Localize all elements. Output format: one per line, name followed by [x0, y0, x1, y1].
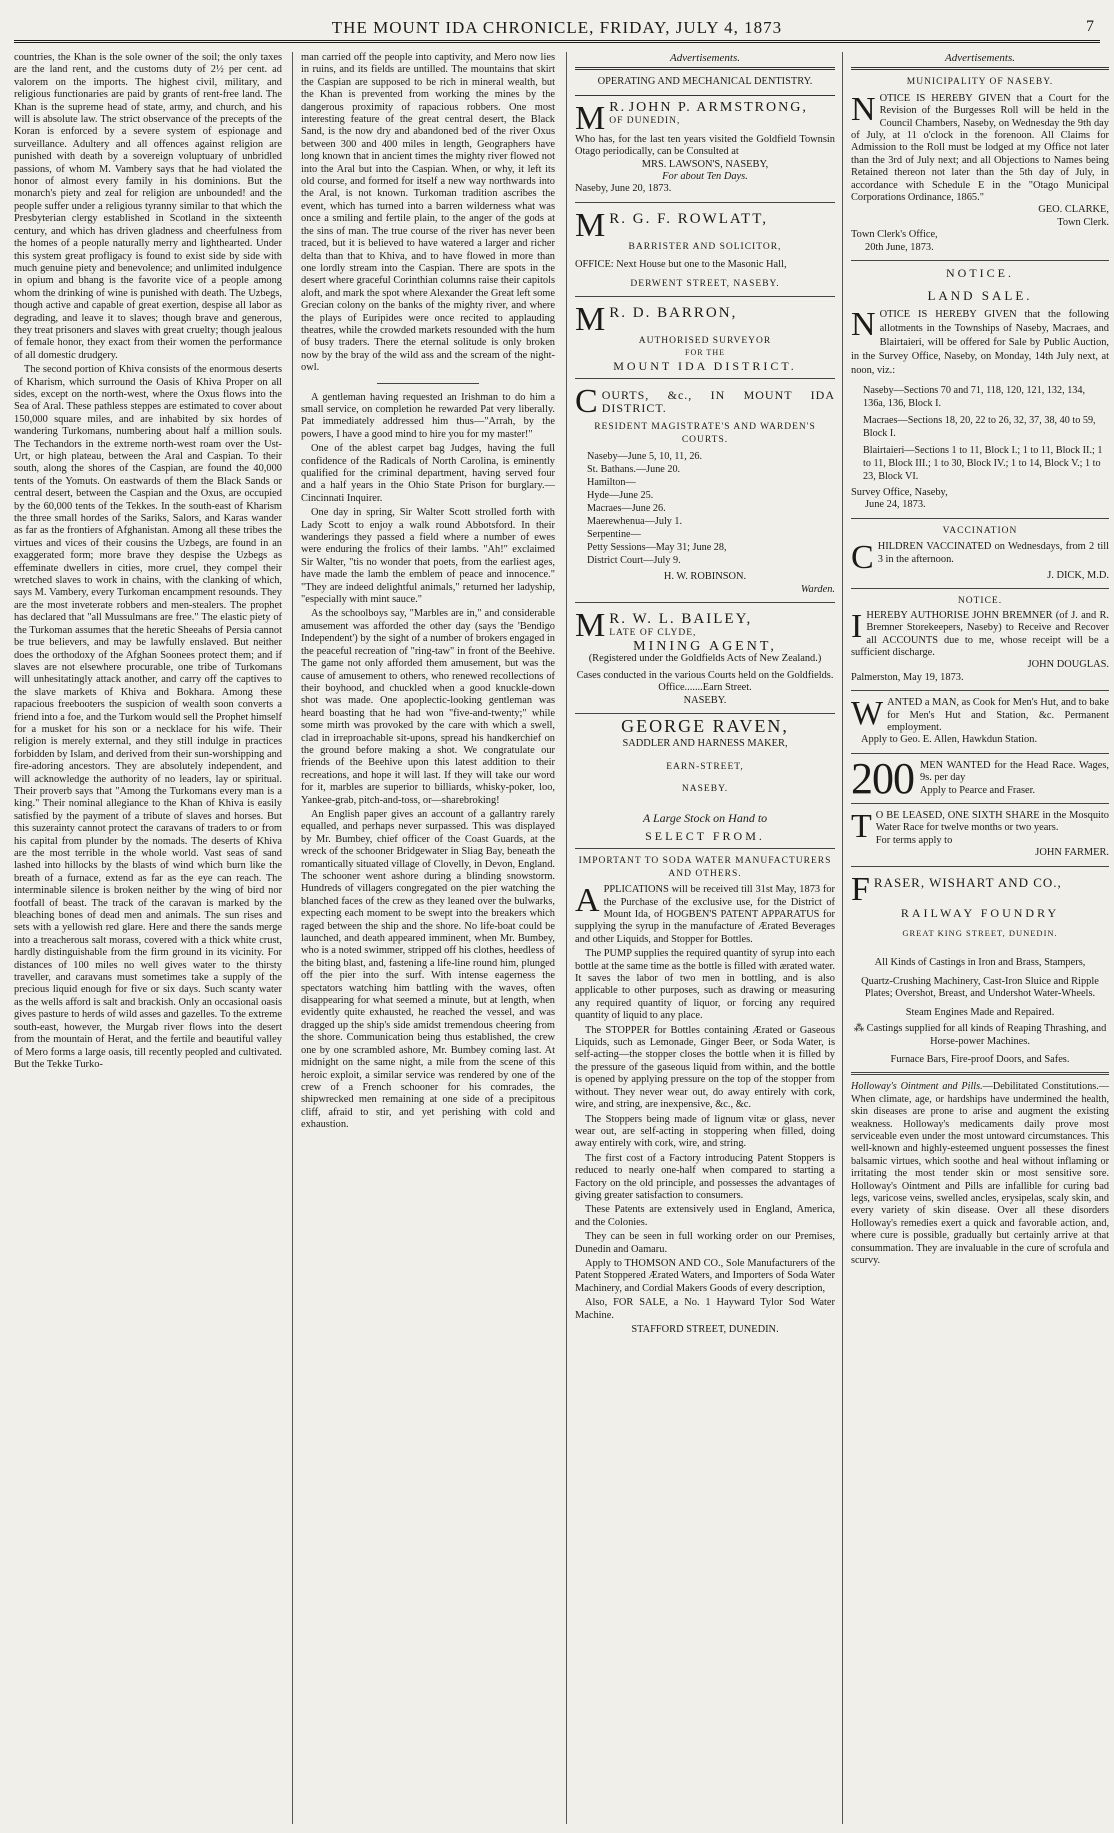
- column-3-advertisements: [566, 52, 835, 1824]
- ad-office: Office.......Earn Street.: [658, 682, 752, 694]
- ad-name: R. D. BARRON,: [609, 305, 738, 322]
- sections-list: [851, 384, 1109, 483]
- ad-line: All Kinds of Castings in Iron and Brass, Stampers,: [874, 957, 1086, 969]
- ad-address: STAFFORD STREET, DUNEDIN.: [631, 1324, 779, 1335]
- ad-signer: JOHN DOUGLAS.: [1027, 659, 1109, 671]
- ad-body: —Debilitated Constitutions.—When climate, age, or hardships have undermined the health, skin diseases are prone to arise and augment the existing weakness. Holloway's medicaments daily prove most serviceable even under the most untoward circumstances. This well-known and highly-esteemed unguent possesses the finest balsamic virtues, which soothe and heal without inflaming or irritating the most tender skin or most sensitive sore. Holloway's Ointment and Pills are infallible for curing bad legs, varicose veins, swelled ancles, erysipelas, scaly skin, and every variety of skin disease. Over all these disorders Holloway's remedies exert a quick and favorable action, and, where cure is possible, gradually but certainly arrive at that consummation. They are invaluable in the cure of scrofula and scurvy.: [851, 1081, 1109, 1266]
- ad-apply: Apply to Geo. E. Allen, Hawkdun Station.: [861, 734, 1038, 746]
- article-paragraph: A gentleman having requested an Irishman to do him a small service, on completion he rewarded Pat very liberally. Pat immediately addressed him thus—"Arrah, by the powers, I have a good mind to hire you for my master!": [301, 391, 555, 440]
- ad-railway-foundry: [851, 873, 1109, 1067]
- list-item: Blairtaieri—Sections 1 to 11, Block I.; 1 to 11, Block II.; 1 to 11, Block III.; 1 to 30, Block IV.; 1 to 14, Block V.; 1 to 23, Block VI.: [863, 444, 1103, 482]
- divider: [575, 602, 835, 603]
- article-paragraph: man carried off the people into captivity, and Mero now lies in ruins, and its fields are untilled. The mountains that skirt the Caspian are supposed to be rich in mineral wealth, but the Khan is prevented from working the mines by the dangerous proximity of rapacious robbers. One most interesting feature of the great central desert, the Black Sand, is the now dry and abandoned bed of the river Oxus between 300 and 400 miles in length, Geographers have long known that in ancient times the mighty river flowed not into the Aral but into the Caspian. When, or why, it left its old course, and formed for itself a new way northwards into the Aral, is not known. Turkoman tradition ascribes the event, which has turned into a barren wilderness what was once a smiling and fertile plain, to the anger of the gods at the sins of man. The true course of the river has never been traced, but it is believed to have watered a larger and richer delta than that to Khiva, and to have flowed in more than one lordly stream into the Caspian. There are spots in the desert where graceful Corinthian columns raise their capitols aloft, and mark the spot where Alexander the Great left some Grecian colony on the banks of the mighty river, and where the plays of Euripides were once recited to applauding theatres, while the crowded markets resounded with the hum of busy traders. There the eternal solitude is only broken now by the bray of the wild ass and the scream of the night-owl.: [301, 52, 555, 374]
- list-item: Macraes—Sections 18, 20, 22 to 26, 32, 37, 38, 40 to 59, Block I.: [863, 414, 1096, 439]
- divider: [851, 1072, 1109, 1075]
- ad-body: HILDREN VACCINATED on Wednesdays, from 2 till 3 in the afternoon.: [877, 541, 1109, 565]
- ad-line: ⁂ Castings supplied for all kinds of Reaping Thrashing, and Horse-power Machines.: [853, 1023, 1107, 1047]
- ad-courts: [575, 385, 835, 596]
- divider: [851, 803, 1109, 804]
- ad-name: R. W. L. BAILEY,: [609, 610, 753, 627]
- list-item: Petty Sessions—May 31; June 28,: [587, 542, 727, 554]
- ad-barron: [575, 303, 835, 372]
- ad-men-wanted: [851, 753, 1109, 803]
- page-title: THE MOUNT IDA CHRONICLE, FRIDAY, JULY 4, 1873: [331, 18, 783, 37]
- ad-body: (Registered under the Goldfields Acts of New Zealand.): [588, 653, 822, 665]
- ad-notice: NOTICE.: [946, 266, 1014, 281]
- ad-name: RASER, WISHART AND CO.,: [873, 874, 1062, 890]
- drop-cap: W: [851, 695, 884, 733]
- ad-body: OTICE IS HEREBY GIVEN that the following allotments in the Townships of Naseby, Macraes, and Blairtaieri, will be offered for Sale by Public Auction, in the Survey Office, Naseby, on Monday, 14th July next, at noon, viz.:: [851, 308, 1109, 376]
- ad-title: IMPORTANT TO SODA WATER MANUFACTURERS AND OTHERS.: [578, 856, 832, 879]
- ad-body: OFFICE: Next House but one to the Masonic Hall,: [575, 259, 787, 271]
- divider: [851, 690, 1109, 691]
- drop-cap: C: [575, 385, 598, 418]
- list-item: St. Bathans.—June 20.: [587, 464, 681, 476]
- ad-title: VACCINATION: [942, 525, 1018, 536]
- ad-subtitle: LATE OF CLYDE,: [609, 628, 697, 639]
- ad-title: NOTICE.: [957, 596, 1003, 607]
- divider: [575, 713, 835, 714]
- ad-lead: Holloway's Ointment and Pills.: [851, 1081, 983, 1093]
- ad-apply: Apply to Pearce and Fraser.: [920, 784, 1036, 796]
- list-item: Naseby—June 5, 10, 11, 26.: [587, 451, 703, 463]
- list-item: Hyde—June 25.: [587, 490, 654, 502]
- ad-title: OPERATING AND MECHANICAL DENTISTRY.: [597, 76, 813, 88]
- column-4-advertisements: [842, 52, 1109, 1824]
- divider: [851, 588, 1109, 589]
- ad-body: O BE LEASED, ONE SIXTH SHARE in the Mosquito Water Race for twelve months or two years.: [875, 810, 1109, 834]
- ad-bailey: [575, 609, 835, 707]
- ad-paragraph: Also, FOR SALE, a No. 1 Hayward Tylor Sod Water Machine.: [575, 1297, 835, 1321]
- drop-cap: M: [575, 101, 606, 134]
- article-paragraph: One of the ablest carpet bag Judges, having the full confidence of the Radicals of North Carolina, is eminently qualified for the criminal department, having served four and a half years in the Ohio State Prison for burglary.—Cincinnati Inquirer.: [301, 443, 555, 504]
- ad-body: OTICE IS HEREBY GIVEN that a Court for the Revision of the Burgesses Roll will be held in the Council Chambers, Naseby, on Wednesday the 9th day of July, at 11 o'clock in the forenoon. All Claims for Admission to the Roll must be lodged at my Office not later than the 3rd of July next; and all Objections to Names being Retained thereon not later than the 5th day of July, in accordance with Schedule E in the "Otago Municipal Corporations Ordinance, 1865.": [851, 92, 1109, 204]
- drop-cap: T: [851, 808, 872, 846]
- list-item: Macraes—June 26.: [587, 503, 666, 515]
- divider: [575, 378, 835, 379]
- divider: [851, 260, 1109, 261]
- ad-for: FOR THE: [685, 348, 725, 358]
- drop-cap: M: [575, 208, 606, 241]
- ad-signer-role: Warden.: [800, 583, 835, 595]
- ad-signer: J. DICK, M.D.: [1047, 569, 1109, 581]
- ad-raven: [575, 715, 835, 843]
- ad-signer: H. W. ROBINSON.: [663, 571, 747, 583]
- ad-line: Steam Engines Made and Repaired.: [905, 1006, 1055, 1018]
- article-paragraph: As the schoolboys say, "Marbles are in," and considerable amusement was afforded the other day (says the 'Bendigo Independent') by the sight of a number of brokers engaged in the peaceful recreation of "ring-taw" in front of the Beehive. The game not only afforded them amusement, but was the cause of amusement to others, who renewed recollections of their boyhood, and chuckled when a good knuckle-down shot was made. One apoplectic-looking gentleman was heard boasting that he had won "five-and-twenty;" while some mirth was provoked by the care with which a swell, clad in irreproachable sit-upons, spread his handkerchief on the ground before making a shot. We congratulate our friends of the Beehive upon this latest addition to their recreations, and hope it will last. If they will take our word for it, marbles are superior to billiards, whisky-poker, loo, Yankee-grab, pitch-and-toss, or—sharebroking!: [301, 608, 555, 806]
- column-1: [14, 52, 282, 1824]
- ad-body: [575, 884, 835, 1322]
- ad-subtitle: AUTHORISED SURVEYOR: [638, 336, 772, 347]
- drop-cap: A: [575, 882, 600, 920]
- ad-location: MRS. LAWSON'S, NASEBY,: [641, 158, 769, 170]
- ad-number: 200: [851, 753, 914, 803]
- ad-holloway: [851, 1081, 1109, 1267]
- ad-date: Naseby, June 20, 1873.: [575, 183, 672, 195]
- ad-signer-role: Town Clerk.: [1057, 216, 1109, 228]
- ad-paragraph: The Stoppers being made of lignum vitæ or glass, never wear out, are self-acting in stoppering when filled, doing away entirely with cork, wire, and string.: [575, 1113, 835, 1150]
- divider: [575, 848, 835, 849]
- divider: [575, 202, 835, 203]
- ad-town: NASEBY.: [683, 694, 727, 706]
- ad-signer: GEO. CLARKE,: [1038, 204, 1109, 216]
- ad-role: SADDLER AND HARNESS MAKER,: [622, 738, 788, 750]
- ad-land-sale: [851, 267, 1109, 512]
- ad-role: MINING AGENT,: [633, 638, 777, 654]
- ad-body: MEN WANTED for the Head Race. Wages, 9s. per day: [920, 759, 1109, 784]
- ad-body: Who has, for the last ten years visited the Goldfield Townsin Otago periodically, can be Consulted at: [575, 133, 835, 158]
- ad-paragraph: These Patents are extensively used in England, America, and the Colonies.: [575, 1204, 835, 1228]
- ad-terms: For terms apply to: [875, 834, 953, 846]
- ad-dentistry: [575, 76, 835, 195]
- ad-body: HEREBY AUTHORISE JOHN BREMNER (of J. and R. Bremner Storekeepers, Naseby) to Receive and Recover all ACCOUNTS due to me, whose receipt will be a sufficient discharge.: [851, 609, 1109, 658]
- ad-line: Furnace Bars, Fire-proof Doors, and Safes.: [890, 1053, 1070, 1065]
- ad-stock: A Large Stock on Hand to: [642, 810, 768, 825]
- divider: [377, 383, 479, 384]
- ad-subtitle: RESIDENT MAGISTRATE'S AND WARDEN'S COURTS.: [594, 422, 816, 445]
- ad-soda-water: [575, 855, 835, 1336]
- ad-lease: [851, 810, 1109, 860]
- ad-office: Town Clerk's Office,: [851, 229, 938, 241]
- divider: [851, 518, 1109, 519]
- drop-cap: N: [851, 90, 876, 128]
- ad-subtitle: BARRISTER AND SOLICITOR,: [628, 241, 782, 252]
- article-paragraph: An English paper gives an account of a gallantry rarely equalled, and perhaps never surpassed. This was displayed by Mr. Bumbey, chief officer of the Coast Guards, at the wreck of the schooner Bridgewater in Sliag Bay, beneath the romantically situated village of Clovelly, in Devon, England. The schooner went ashore during a blinding snowstorm. Hundreds of villagers congregated on the pier watching the blanched faces of the crew as they leaned over the bulwarks, expecting each moment to be swept into the breakers which raged between the ship and the shore. No life-boat could be launched, and death appeared imminent, when Mr. Bumbey, who is a noted swimmer, stripped off his clothes, heedless of the biting blast, and, fastening a life-line round him, plunged off the pier into the surf. With intense eagerness the spectators watching him battling with the waves, often disappearing for what seemed a minute, but at length, when evidently quite exhausted, he reached the vessel, and was dragged up the ship's side amidst tremendous cheering from the shore. Communication being thus established, the crew one by one scrambled ashore, Mr. Bumbey coming last. At midnight on the same night, a mile from the scene of this heroic exploit, a similar service was rendered by one of the crew of a French schooner for his comrades, the shipwrecked men remaining at one side of a precipitous cliff, afraid to stir, and yet perishing with cold and exhaustion.: [301, 808, 555, 1131]
- ad-town: NASEBY.: [681, 784, 729, 795]
- ad-title: MUNICIPALITY OF NASEBY.: [906, 77, 1054, 88]
- drop-cap: C: [851, 539, 874, 577]
- ad-street: EARN-STREET,: [666, 761, 744, 772]
- ad-title: LAND SALE.: [927, 287, 1033, 303]
- ad-name: JOHN P. ARMSTRONG,: [628, 101, 808, 115]
- ad-date: June 24, 1873.: [865, 499, 926, 511]
- list-item: Naseby—Sections 70 and 71, 118, 120, 121, 132, 134, 136a, 136, Block I.: [863, 384, 1086, 409]
- ad-paragraph: The first cost of a Factory introducing Patent Stoppers is reduced to nearly one-half when compared to starting a Factory on the old principle, and possesses the advantages of giving greater satisfaction to consumers.: [575, 1152, 835, 1201]
- section-heading: Advertisements.: [575, 52, 835, 70]
- ad-office: Survey Office, Naseby,: [851, 486, 948, 498]
- divider: [575, 296, 835, 297]
- ad-paragraph: The STOPPER for Bottles containing Ærated or Gaseous Liquids, such as Lemonade, Ginger Beer, or Soda Water, is self-acting—the stopper closes the bottle when it is filled by the pressure of the gaseous liquid from within, and the bottle is opened by applying pressure on the top of the stopper from without. They never wear out, do away entirely with cork, wire, and string, are inexpensive, &c., &c.: [575, 1024, 835, 1111]
- ad-subtitle: OF DUNEDIN,: [609, 116, 681, 127]
- court-list: [575, 450, 835, 567]
- drop-cap: I: [851, 607, 863, 645]
- ad-district: MOUNT IDA DISTRICT.: [613, 358, 797, 373]
- ad-prefix: R.: [609, 101, 627, 115]
- ad-street: GREAT KING STREET, DUNEDIN.: [902, 928, 1058, 939]
- ad-name: GEORGE RAVEN,: [621, 715, 789, 736]
- list-item: Maerewhenua—July 1.: [587, 516, 683, 528]
- drop-cap: F: [851, 872, 870, 905]
- drop-cap: M: [575, 608, 606, 641]
- ad-title: OURTS, &c., IN MOUNT IDA DISTRICT.: [601, 388, 835, 415]
- divider: [575, 95, 835, 96]
- ad-date: 20th June, 1873.: [865, 241, 934, 253]
- divider: [851, 866, 1109, 867]
- drop-cap: M: [575, 303, 606, 336]
- list-item: Hamilton—: [587, 477, 636, 489]
- ad-body: Cases conducted in the various Courts held on the Goldfields.: [576, 669, 834, 681]
- ad-body: ANTED a MAN, as Cook for Men's Hut, and to bake for Men's Hut and Station, &c. Permanent employment.: [887, 697, 1109, 733]
- ad-role: RAILWAY FOUNDRY: [900, 905, 1060, 920]
- ad-paragraph: They can be seen in full working order on our Premises, Dunedin and Oamaru.: [575, 1231, 835, 1255]
- ad-duration: For about Ten Days.: [662, 171, 748, 183]
- masthead: [14, 14, 1100, 43]
- ad-cook-wanted: [851, 697, 1109, 747]
- section-heading: Advertisements.: [851, 52, 1109, 70]
- ad-name: R. G. F. ROWLATT,: [609, 210, 769, 227]
- ad-rowlatt: [575, 209, 835, 290]
- list-item: District Court—July 9.: [587, 555, 681, 567]
- article-paragraph: countries, the Khan is the sole owner of the soil; the only taxes are the land rent, and the customs duty of 2½ per cent. ad valorem on the imports. The highest civil, military, and religious functionaries are paid by grants of rent-free land. The Khan is the supreme head of state, army, and church, and his will is absolute law. The strict observance of the precepts of the Koran is enforced by a severe system of espionage and surveillance. Adultery and all offences against religion are punished with death by a sovereign voluptuary of unbridled passions, of whom M. Vambery says that he had violated the honor of almost every family in his dominions. But the monarch's piety and zeal for religion are unbounded! and the people suffer under a religious tyranny similar to that which the Presbyterian clergy established in Scotland in the sixteenth century, and which has driven gladness and cheerfulness from the homes of a people naturally merry and lighthearted. Under this system great profligacy is found to exist side by side with much genuine piety and benevolence; and unlimited indulgence in opium and bhang is the favorite vice of a people among whom the drinking of wine is punished with death. The Uzbegs, though active and capable of great exertion, despise all labor as degrading, and leave it to slaves; though brave and generous, they treat prisoners and slaves with great cruelty; though jealous of female honor, they exact from their women the performance of all domestic drudgery.: [14, 52, 282, 361]
- ad-line: Quartz-Crushing Machinery, Cast-Iron Sluice and Ripple Plates; Overshot, Breast, and Undershot Water-Wheels.: [861, 975, 1099, 1000]
- ad-date: Palmerston, May 19, 1873.: [851, 671, 964, 683]
- ad-paragraph: PPLICATIONS will be received till 31st May, 1873 for the Purchase of the exclusive use, for the District of Mount Ida, of HOGBEN'S PATENT APPARATUS for supplying the syrup in the manufacture of Ærated Beverages and other Liquids, and Stopper for Bottles.: [575, 884, 835, 945]
- ad-bremner: [851, 595, 1109, 684]
- article-paragraph: One day in spring, Sir Walter Scott strolled forth with Lady Scott to enjoy a walk round Abbotsford. In their wanderings they passed a field where a number of ewes were enduring the frolics of their lambs. "Ah!" exclaimed Sir Walter, "tis no wonder that poets, from the earliest ages, have made the lamb the emblem of peace and innocence." "They are indeed delightful animals," returned her ladyship, "especially with mint sauce.": [301, 507, 555, 606]
- page-number: 7: [1086, 18, 1094, 35]
- ad-municipality: [851, 76, 1109, 254]
- ad-paragraph: Apply to THOMSON AND CO., Sole Manufacturers of the Patent Stoppered Ærated Waters, and Importers of Soda Water Machinery, and Cordial Makers Goods of every description,: [575, 1257, 835, 1294]
- ad-signer: JOHN FARMER.: [1035, 847, 1109, 859]
- ad-address: DERWENT STREET, NASEBY.: [630, 278, 780, 289]
- column-2: [292, 52, 555, 1824]
- ad-vaccination: [851, 525, 1109, 583]
- ad-select: SELECT FROM.: [645, 828, 765, 843]
- drop-cap: N: [851, 305, 876, 343]
- article-paragraph: The second portion of Khiva consists of the enormous deserts of Kharism, which surround the Oasis of Khiva Proper on all sides, except on the north-west, where the Oxus flows into the Sea of Aral. These pathless steppes are estimated to cover about 150,000 square miles, and are inhabited by six hordes of wandering Turkomans, numbering about half a million souls. The Techandors in the extreme north-west roam over the Ust-Urt, or high plateau, between the Aral and Caspian. To their south, along the shores of the Caspian, are found the 40,000 tents of the Yomuts. On eastwards of them the Black Sands or central desert, between the Caspian and the Oxus, are occupied by the 60,000 tents of the Tekkes. In the south-east of Kharism the three small hordes of the Sariks, Salors, and Karas wander as far as the frontiers of Afghanistan. Among all these tribes the virtues and vices of their cousins the Uzbegs, are found in an exaggerated form; more brave they despise the Uzbegs as effeminate dwellers in cities, more cruel, they compel their wretched slaves to work in chains, with the clanking of which, says M. Vambery, every Turkoman encampment resounds. They are the most inveterate robbers and men-stealers. The prophet has declared that "all Mussulmans are free." The elastic piety of the Turkoman assumes that the heretic Sheeahs of Persia cannot be true believers, and may be lawfully enslaved. But neither does the orthodoxy of the Afghan Soonees protect them; and if slaves are not elsewhere procurable, one tribe of Turkomans will unhesitatingly attack another, and carry off the captives to the slave markets of Khiva and Bokhara. Among these rapacious freebooters the suspicion of wealth soon converts a friend into a foe, and the Turkom would sell the Prophet himself for a musket for his son or a necklace for his wife. Their religion is merely external, and they still indulge in practices forbidden by Islam, and derived from their sun-worshipping and fire-adoring ancestors. They are absolutely independent, and will acknowledge the authority of no leaders, lay or spiritual. Their proverb says that "Among the Turkomans every man is a king." Their nominal allegiance to the Khan of Khiva is easily satisfied by the payment of a tribute of slaves and horses. But this suzerainty cannot protect the caravans of traders to or from his capital from plunder by the nomads. The deserts of Khiva are the most terrible in the whole world. Vast seas of sand lashed into hillocks by the blasts of wind which burn like the breath of a furnace, extend as far as the eye can reach. The interminable silence is broken neither by the wing of bird nor footfall of beast. The track of the caravan is marked by the bleaching bones of dead men and animals. The sun rises and sets with a yellowish red glare. Here and there the sands merge into a treacherous salt morass, covered with a thick white crust, hardly distinguishable from the firm ground in its vicinity. For distances of 100 miles no well gives water to the thirsty traveller, and caravans must sometimes take a supply of the precious liquid enough for five or six days. Such scanty water as the wells afford is salt and brackish. Only an occasional oasis gives pasture to herds of wild asses and gazelles. To the extreme south-east, however, the Murgab river flows into the desert from the mountain of Herat, and the fertile and beautiful valley of Mero forms a large oasis, till recently peopled and cultivated. But the Tekke Turko-: [14, 364, 282, 1070]
- ad-paragraph: The PUMP supplies the required quantity of syrup into each bottle at the same time as the bottle is filled with ærated water. It saves the labor of two men in bottling, and is also applicable to other purposes, such as drawing or measuring any required quantity of liquor, or forcing any required quantity of liquid to any place.: [575, 948, 835, 1022]
- list-item: Serpentine—: [587, 529, 641, 541]
